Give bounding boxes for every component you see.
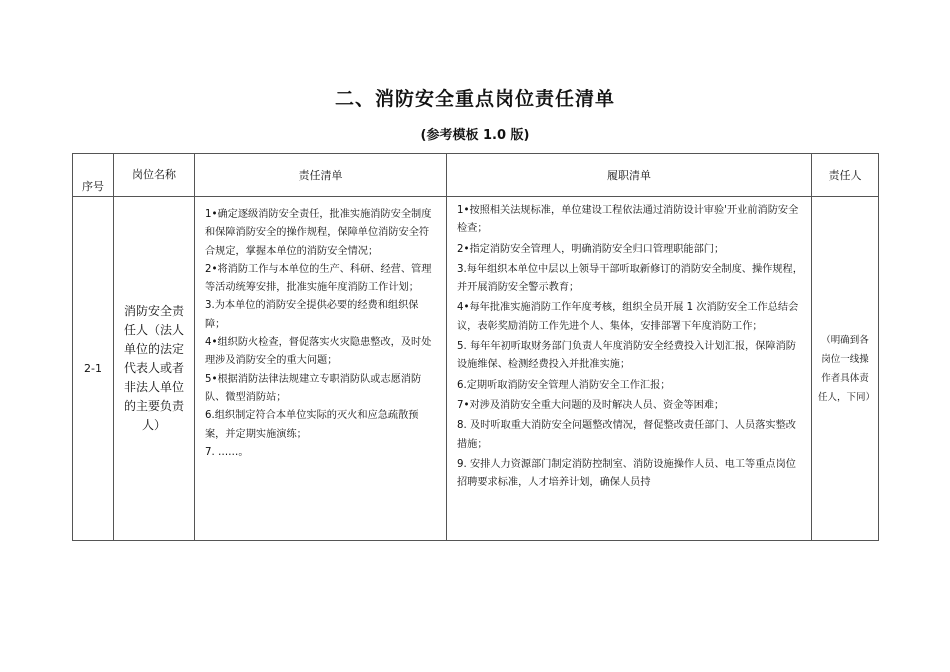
responsibility-item: 7. ……。 — [205, 446, 249, 458]
performance-item: 5. 每年年初听取财务部门负责人年度消防安全经费投入计划汇报，保障消防设施维保、检测经费投入并批准实施； — [457, 341, 796, 371]
performance-item: 3.每年组织本单位中层以上领导干部听取新修订的消防安全制度、操作规程，并开展消防安全警示教育； — [457, 263, 803, 294]
performance-list — [447, 197, 812, 541]
header-position: 岗位名称 — [114, 154, 195, 197]
header-responsibilities: 责任清单 — [195, 154, 447, 197]
row-number: 2-1 — [73, 197, 114, 541]
page-subtitle: (参考模板 1.0 版) — [420, 128, 530, 143]
responsibility-item: 1•确定逐级消防安全责任，批准实施消防安全制度和保障消防安全的操作规程，保障单位消防安全符合规定，掌握本单位的消防安全情况； — [205, 209, 432, 257]
responsibility-item: 4•组织防火检查，督促落实火灾隐患整改，及时处理涉及消防安全的重大问题； — [205, 337, 432, 367]
responsibility-item: 6.组织制定符合本单位实际的灭火和应急疏散预案，并定期实施演练； — [205, 410, 419, 440]
responsibility-item: 2•将消防工作与本单位的生产、科研、经营、管理等活动统筹安排，批准实施年度消防工作计划； — [205, 263, 432, 294]
table-header-row — [73, 154, 879, 197]
performance-item: 7•对涉及消防安全重大问题的及时解决人员、资金等困难； — [457, 399, 725, 411]
table-row — [73, 197, 879, 541]
responsibility-item: 3.为本单位的消防安全提供必要的经费和组织保障； — [205, 300, 419, 330]
performance-item: 2•指定消防安全管理人，明确消防安全归口管理职能部门； — [457, 243, 725, 255]
responsibility-list — [195, 197, 447, 541]
responsibility-table — [72, 153, 879, 541]
performance-item: 8. 及时听取重大消防安全问题整改情况，督促整改责任部门、人员落实整改措施； — [457, 420, 796, 450]
header-performance: 履职清单 — [447, 154, 812, 197]
page-title: 二、消防安全重点岗位责任清单 — [334, 88, 615, 110]
position-name: 消防安全责任人（法人单位的法定代表人或者非法人单位的主要负责人） — [114, 197, 195, 541]
header-no: 序号 — [73, 154, 114, 197]
performance-item: 1•按照相关法规标准，单位建设工程依法通过消防设计审验'开业前消防安全检查； — [457, 205, 799, 235]
performance-item: 4•每年批准实施消防工作年度考核，组织全员开展 1 次消防安全工作总结会议，表彰奖励消防工作先进个人、集体，安排部署下年度消防工作； — [457, 302, 799, 332]
responsibility-item: 5•根据消防法律法规建立专职消防队或志愿消防队、微型消防站； — [205, 373, 422, 403]
header-person: 责任人 — [812, 154, 879, 197]
responsible-person: （明确到各岗位一线操作者具体责任人，下同） — [812, 197, 879, 541]
performance-item: 6.定期听取消防安全管理人消防安全工作汇报； — [457, 379, 671, 391]
performance-item: 9. 安排人力资源部门制定消防控制室、消防设施操作人员、电工等重点岗位招聘要求标准，人才培养计划，确保人员持 — [457, 458, 796, 489]
